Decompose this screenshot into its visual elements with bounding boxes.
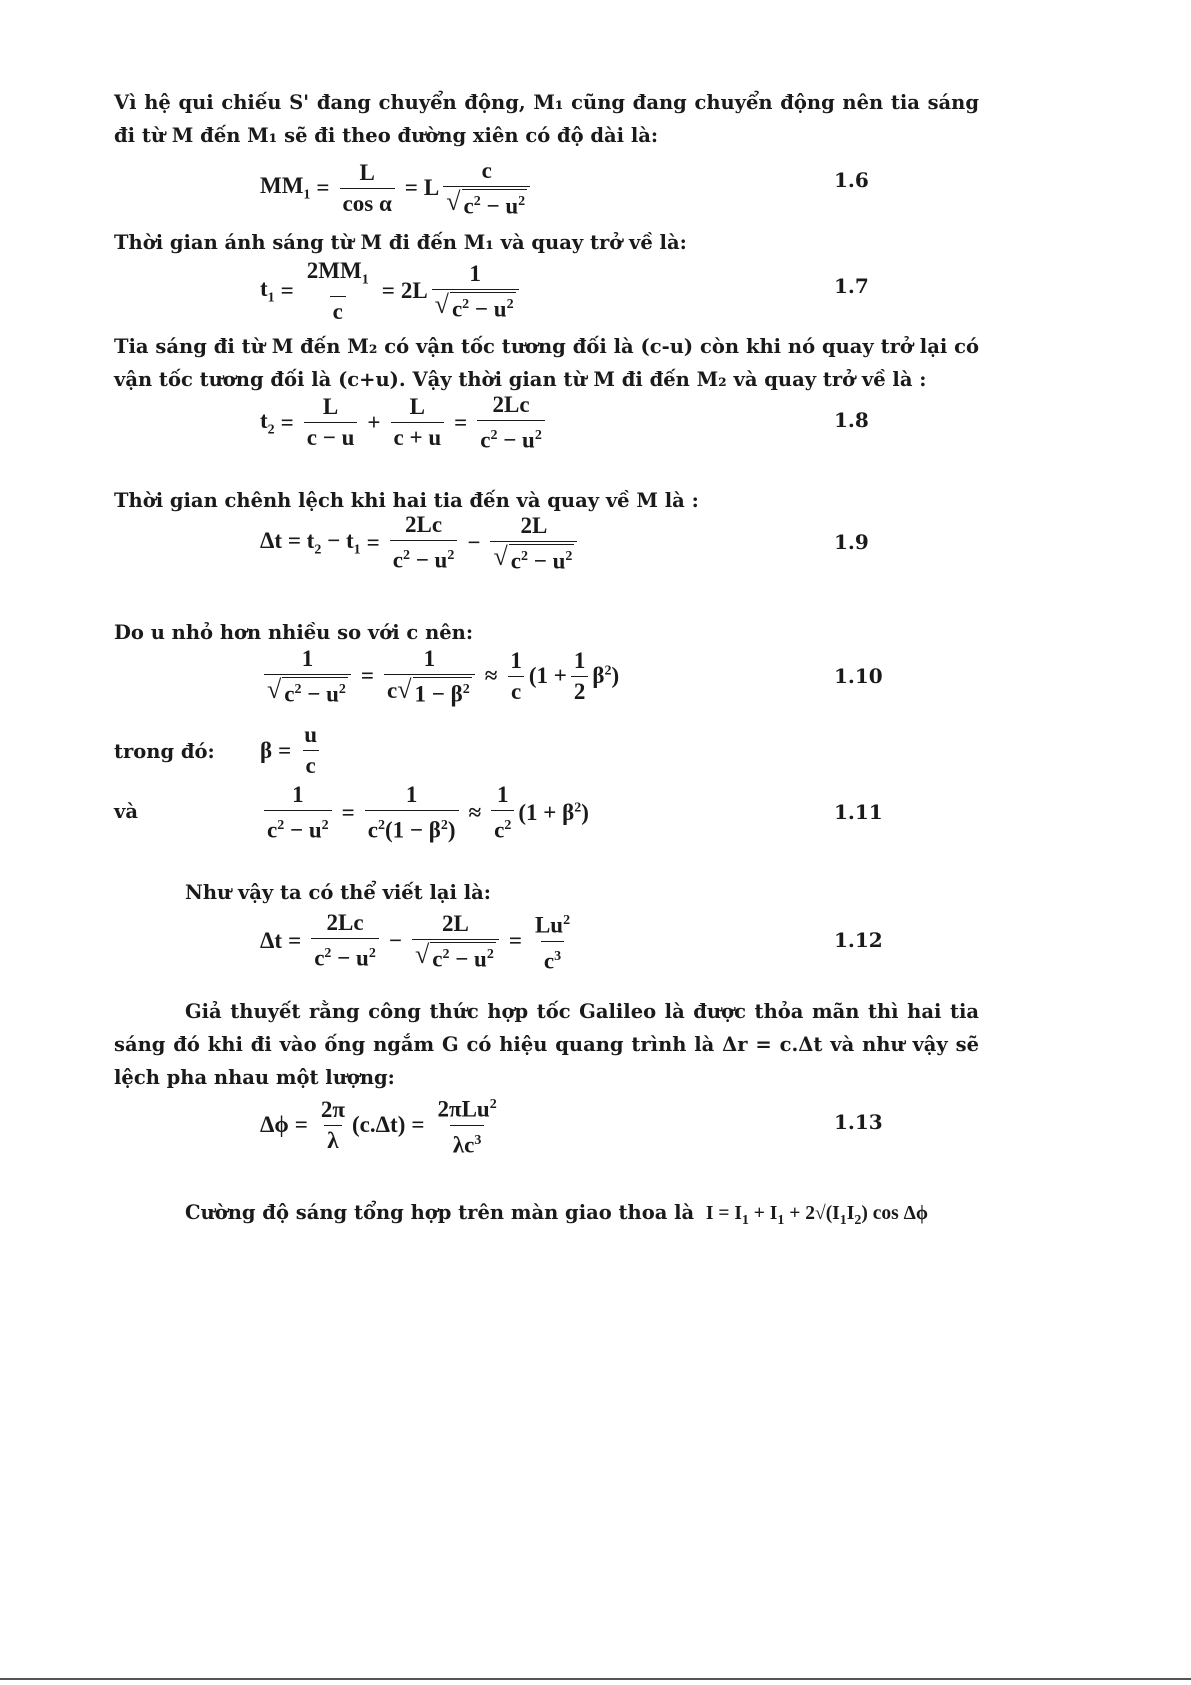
equation-1-11: $\frac{1}{c^2 - u^2}$ = $\frac{1}{c^2(1 - \beta^2)}$ ≈ $\frac{1}{c^2}$ $(1 + \beta^2)$ bbox=[260, 782, 589, 844]
paragraph-1: Vì hệ qui chiếu S' đang chuyển động, M₁ cũng đang chuyển động nên tia sáng đi từ M đến M₁ sẽ đi theo đường xiên có độ dài là: bbox=[114, 91, 979, 147]
paragraph-8 bbox=[114, 1196, 1014, 1237]
equation-1-12: Δt = $\frac{2Lc}{c^2 - u^2}$ − 2L √ $c^2 - u^2$ = $\frac{Lu^2}{c^3}$ bbox=[260, 910, 571, 974]
equation-number: 1.11 bbox=[834, 800, 883, 824]
paragraph-3: Tia sáng đi từ M đến M₂ có vận tốc tương đối là (c-u) còn khi nó quay trở lại có vận tốc tương đối là (c+u). Vậy thời gian từ M đi đến M₂ và quay trở về là : bbox=[114, 335, 979, 391]
equation-number: 1.13 bbox=[834, 1110, 883, 1134]
paragraph-5: Do u nhỏ hơn nhiều so với c nên: bbox=[114, 621, 474, 644]
paragraph-4: Thời gian chênh lệch khi hai tia đến và quay về M là : bbox=[114, 489, 699, 512]
equation-1-13: Δϕ = $\frac{2\pi}{\lambda}$ (c.Δt) = $\frac{2\pi Lu^2}{\lambda c^3}$ bbox=[260, 1096, 497, 1158]
paragraph-8-text: Cường độ sáng tổng hợp trên màn giao thoa là bbox=[185, 1201, 695, 1224]
label-trong-do: trong đó: bbox=[114, 740, 215, 763]
equation-number: 1.7 bbox=[834, 274, 869, 298]
paragraph-2: Thời gian ánh sáng từ M đi đến M₁ và quay trở về là: bbox=[114, 231, 687, 254]
equation-number: 1.10 bbox=[834, 664, 883, 688]
equation-1-10: 1 √ $c^2 - u^2$ = 1 c √ $1 - \beta^2$ ≈ $\frac{1}{c}$ (1 + $\frac{1}{2}$ $\beta^2$) bbox=[260, 646, 619, 707]
paragraph-6: Như vậy ta có thể viết lại là: bbox=[185, 881, 491, 904]
equation-number: 1.12 bbox=[834, 928, 883, 952]
equation-number: 1.9 bbox=[834, 530, 869, 554]
equation-number: 1.6 bbox=[834, 168, 869, 192]
paragraph-7: Giả thuyết rằng công thức hợp tốc Galileo là được thỏa mãn thì hai tia sáng đó khi đi vào ống ngắm G có hiệu quang trình là Δr = c.Δt và như vậy sẽ lệch pha nhau một lượng: bbox=[114, 1000, 979, 1089]
equation-1-8: $t_2$ = $\frac{L}{c - u}$ + $\frac{L}{c + u}$ = $\frac{2Lc}{c^2 - u^2}$ bbox=[260, 392, 549, 454]
equation-beta: β = $\frac{u}{c}$ bbox=[260, 722, 318, 778]
equation-number: 1.8 bbox=[834, 408, 869, 432]
label-va: và bbox=[114, 800, 138, 823]
bottom-rule bbox=[0, 1678, 1191, 1680]
equation-1-6: $MM_1$ = $\frac{L}{\text{cos α}}$ = L c √ $c^2 - u^2$ bbox=[260, 158, 534, 219]
equation-1-9: $\Delta t = t_2 - t_1$ = $\frac{2Lc}{c^2 - u^2}$ − 2L √ $c^2 - u^2$ bbox=[260, 512, 581, 574]
equation-1-7: $t_1$ = $\frac{2MM_1}{c}$ = 2L 1 √ $c^2 - u^2$ bbox=[260, 258, 523, 325]
intensity-formula: $I = I_1 + I_1 + 2√(I_1I_2)$ cos Δϕ bbox=[701, 1203, 929, 1228]
